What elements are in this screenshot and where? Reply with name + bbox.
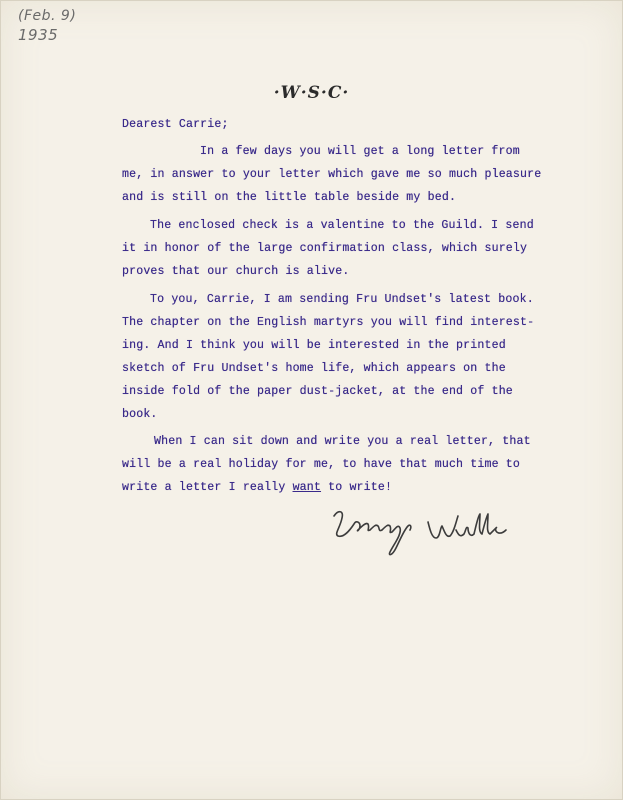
- paragraph-1-line-3: and is still on the little table beside my bed.: [122, 191, 457, 204]
- archival-year-note: 1935: [18, 26, 59, 44]
- paragraph-4-line-3: [122, 481, 392, 494]
- paragraph-3-line-3: ing. And I think you will be interested in the printed: [122, 339, 506, 352]
- paragraph-3-line-5: inside fold of the paper dust-jacket, at the end of the: [122, 385, 513, 398]
- paragraph-4-line-3-end: to write!: [321, 481, 393, 494]
- archival-date-note: (Feb. 9): [18, 8, 77, 24]
- paragraph-3-line-6: book.: [122, 408, 158, 421]
- letterhead-monogram: ·W·S·C·: [273, 83, 350, 103]
- paragraph-3-line-2: The chapter on the English martyrs you will find interest-: [122, 316, 535, 329]
- paragraph-1-line-1: In a few days you will get a long letter from: [200, 145, 520, 158]
- paragraph-2-line-1: The enclosed check is a valentine to the Guild. I send: [150, 219, 534, 232]
- paragraph-2-line-3: proves that our church is alive.: [122, 265, 350, 278]
- paragraph-3-line-1: To you, Carrie, I am sending Fru Undset's latest book.: [150, 293, 534, 306]
- salutation: Dearest Carrie;: [122, 118, 229, 131]
- paragraph-3-line-4: sketch of Fru Undset's home life, which appears on the: [122, 362, 506, 375]
- paragraph-2-line-2: it in honor of the large confirmation class, which surely: [122, 242, 528, 255]
- paragraph-4-line-1: When I can sit down and write you a real letter, that: [154, 435, 531, 448]
- paragraph-4-line-2: will be a real holiday for me, to have that much time to: [122, 458, 521, 471]
- paragraph-4-line-3-start: write a letter I really: [122, 481, 293, 494]
- paragraph-1-line-2: me, in answer to your letter which gave me so much pleasure: [122, 168, 542, 181]
- emphasized-word: want: [292, 481, 322, 494]
- handwritten-signature: [330, 500, 510, 560]
